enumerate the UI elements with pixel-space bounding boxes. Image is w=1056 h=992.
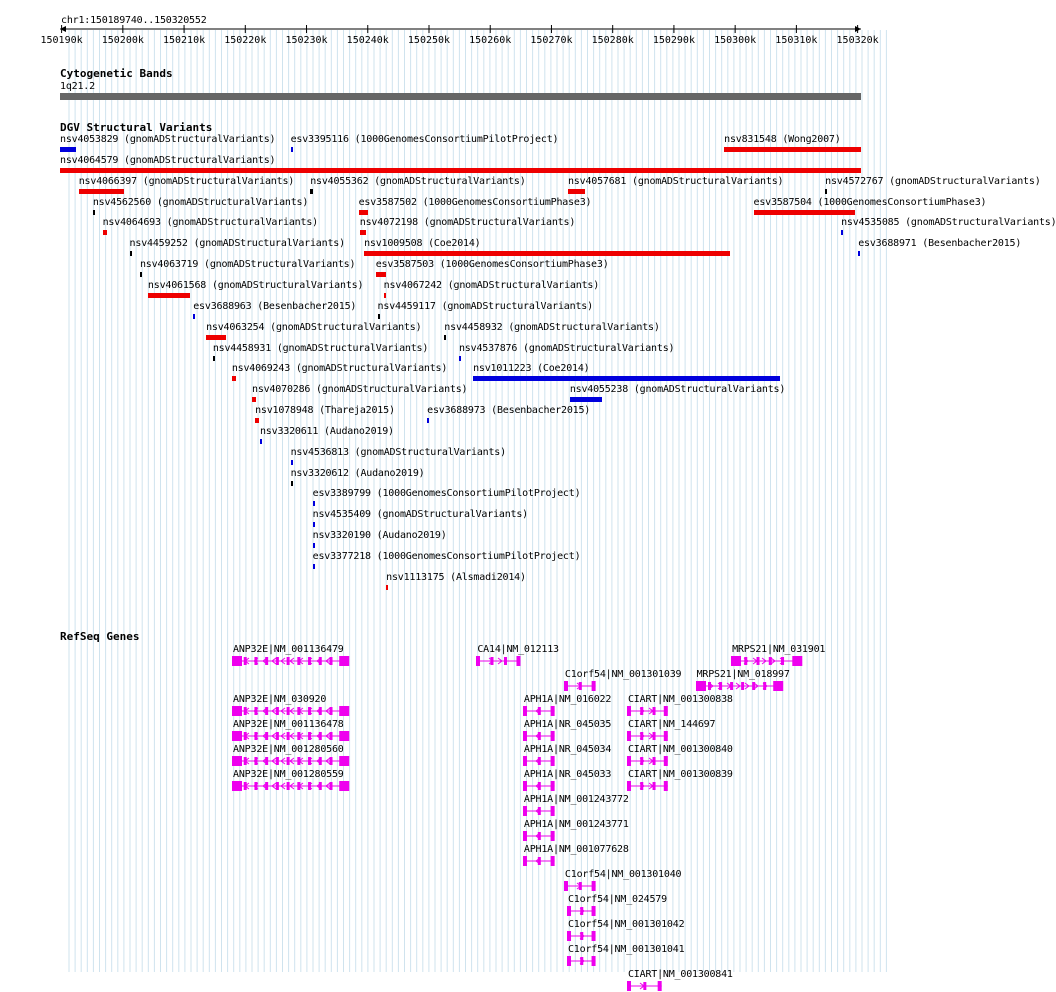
- gene-label[interactable]: CIART|NM_144697: [627, 719, 716, 730]
- ruler-tick-label: 150320k: [836, 35, 879, 46]
- variant-bar[interactable]: [841, 230, 843, 235]
- variant-bar[interactable]: [360, 230, 366, 235]
- gene-exon: [564, 681, 568, 691]
- gene-label[interactable]: MRPS21|NM_018997: [696, 669, 790, 680]
- gene-label[interactable]: ANP32E|NM_001136478: [233, 719, 344, 730]
- gene-exon: [741, 682, 744, 690]
- variant-bar[interactable]: [140, 272, 142, 277]
- variant-bar[interactable]: [60, 147, 76, 152]
- gene-exon: [287, 707, 290, 715]
- gene-exon: [523, 781, 527, 791]
- variant-label[interactable]: esv3587504 (1000GenomesConsortiumPhase3): [753, 196, 987, 208]
- gene-exon: [773, 681, 783, 691]
- gene-exon: [551, 831, 555, 841]
- gene-model[interactable]: [693, 680, 781, 692]
- gene-exon: [592, 681, 596, 691]
- gene-exon: [627, 731, 631, 741]
- gene-exon: [592, 906, 596, 916]
- gene-exon: [523, 731, 527, 741]
- variant-bar[interactable]: [825, 189, 827, 194]
- gene-exon: [567, 956, 571, 966]
- gene-exon: [696, 681, 706, 691]
- variant-label[interactable]: nsv4562560 (gnomADStructuralVariants): [92, 196, 309, 208]
- gene-exon: [523, 831, 527, 841]
- variant-bar[interactable]: [444, 335, 446, 340]
- variant-label[interactable]: nsv3320190 (Audano2019): [312, 530, 447, 542]
- variant-bar[interactable]: [570, 397, 602, 402]
- gene-label[interactable]: APH1A|NM_016022: [523, 694, 612, 705]
- variant-label[interactable]: nsv4458932 (gnomADStructuralVariants): [444, 321, 660, 333]
- variant-label[interactable]: esv3587503 (1000GenomesConsortiumPhase3): [375, 259, 609, 271]
- variant-bar[interactable]: [378, 314, 380, 319]
- gene-exon: [551, 856, 555, 866]
- locus-label: chr1:150189740..150320552: [61, 15, 207, 26]
- gene-exon: [339, 706, 349, 716]
- variant-label[interactable]: nsv3320611 (Audano2019): [259, 425, 394, 437]
- variant-bar[interactable]: [252, 397, 256, 402]
- gene-exon: [523, 706, 527, 716]
- variant-bar[interactable]: [206, 335, 226, 340]
- gene-model[interactable]: [624, 730, 672, 742]
- gene-exon: [731, 656, 741, 666]
- gene-exon: [664, 706, 668, 716]
- gene-model[interactable]: [624, 780, 672, 792]
- variant-bar[interactable]: [310, 189, 312, 194]
- ruler-tick-label: 150280k: [591, 35, 634, 46]
- variant-label[interactable]: nsv1078948 (Thareja2015): [255, 405, 395, 417]
- gene-exon: [476, 656, 480, 666]
- variant-bar[interactable]: [386, 585, 388, 590]
- gene-label[interactable]: C1orf54|NM_001301042: [567, 919, 685, 930]
- variant-label[interactable]: nsv4057681 (gnomADStructuralVariants): [567, 175, 784, 187]
- variant-label[interactable]: nsv4067242 (gnomADStructuralVariants): [383, 279, 600, 291]
- variant-bar[interactable]: [313, 543, 315, 548]
- gene-label[interactable]: ANP32E|NM_030920: [233, 694, 327, 705]
- variant-bar[interactable]: [255, 418, 259, 423]
- variant-bar[interactable]: [384, 293, 386, 298]
- gene-exon: [232, 781, 242, 791]
- gene-label[interactable]: APH1A|NM_001243771: [523, 819, 629, 830]
- ruler-tick-label: 150230k: [285, 35, 328, 46]
- variant-label[interactable]: nsv4066397 (gnomADStructuralVariants): [78, 175, 295, 187]
- gene-model[interactable]: [624, 755, 672, 767]
- variant-bar[interactable]: [858, 251, 860, 256]
- variant-label[interactable]: nsv4053829 (gnomADStructuralVariants): [60, 134, 276, 145]
- variant-bar[interactable]: [427, 418, 429, 423]
- variant-label[interactable]: esv3389799 (1000GenomesConsortiumPilotProject): [312, 488, 581, 500]
- ruler-tick-label: 150310k: [775, 35, 818, 46]
- gene-exon: [276, 757, 279, 765]
- variant-label[interactable]: nsv831548 (Wong2007): [724, 134, 841, 145]
- ruler-tick-label: 150220k: [224, 35, 267, 46]
- gene-model[interactable]: [564, 955, 600, 967]
- dgv-track-title: DGV Structural Variants: [60, 121, 213, 134]
- gene-label[interactable]: APH1A|NR_045034: [523, 744, 612, 755]
- gene-model[interactable]: [229, 730, 347, 742]
- variant-label[interactable]: nsv4070286 (gnomADStructuralVariants): [252, 384, 468, 396]
- ruler-tick-label: 150190k: [40, 35, 83, 46]
- variant-label[interactable]: nsv4069243 (gnomADStructuralVariants): [231, 363, 448, 375]
- variant-label[interactable]: nsv4536813 (gnomADStructuralVariants): [290, 446, 506, 458]
- gene-exon: [592, 881, 596, 891]
- variant-bar[interactable]: [60, 168, 861, 173]
- gene-exon: [567, 906, 571, 916]
- gene-exon: [592, 931, 596, 941]
- gene-exon: [551, 706, 555, 716]
- variant-bar[interactable]: [130, 251, 132, 256]
- gene-model[interactable]: [728, 655, 800, 667]
- gene-label[interactable]: APH1A|NM_001077628: [523, 844, 629, 855]
- gene-exon: [627, 706, 631, 716]
- gene-exon: [287, 757, 290, 765]
- variant-label[interactable]: nsv1113175 (Alsmadi2014): [386, 571, 526, 583]
- gene-model[interactable]: [229, 780, 347, 792]
- gene-model[interactable]: [561, 680, 600, 692]
- variant-label[interactable]: esv3395116 (1000GenomesConsortiumPilotProject): [290, 134, 559, 145]
- variant-label[interactable]: esv3587502 (1000GenomesConsortiumPhase3): [358, 196, 592, 208]
- gene-exon: [339, 731, 349, 741]
- gene-exon: [627, 756, 631, 766]
- cytoband-track-title: Cytogenetic Bands: [60, 67, 173, 80]
- gene-exon: [339, 756, 349, 766]
- gene-exon: [339, 781, 349, 791]
- variant-bar[interactable]: [473, 376, 780, 381]
- cytoband-label: 1q21.2: [60, 81, 95, 92]
- gene-model[interactable]: [520, 855, 559, 867]
- variant-bar[interactable]: [459, 356, 461, 361]
- variant-label[interactable]: nsv4459252 (gnomADStructuralVariants): [129, 238, 345, 250]
- gene-label[interactable]: C1orf54|NM_001301041: [567, 944, 685, 955]
- gene-model[interactable]: [229, 705, 347, 717]
- gene-exon: [551, 806, 555, 816]
- gene-exon: [287, 732, 290, 740]
- gene-exon: [276, 782, 279, 790]
- gene-label[interactable]: ANP32E|NM_001136479: [233, 644, 344, 655]
- gene-exon: [627, 781, 631, 791]
- variant-bar[interactable]: [213, 356, 215, 361]
- variant-label[interactable]: esv3377218 (1000GenomesConsortiumPilotProject): [312, 551, 581, 562]
- variant-bar[interactable]: [103, 230, 107, 235]
- gene-exon: [232, 706, 242, 716]
- ruler-tick-label: 150250k: [407, 35, 451, 46]
- variant-bar[interactable]: [754, 210, 855, 215]
- variant-bar[interactable]: [260, 439, 262, 444]
- variant-label[interactable]: nsv4064579 (gnomADStructuralVariants): [60, 154, 276, 166]
- gene-exon: [551, 731, 555, 741]
- variant-label[interactable]: nsv3320612 (Audano2019): [290, 467, 425, 479]
- variant-bar[interactable]: [93, 210, 95, 215]
- variant-bar[interactable]: [79, 189, 124, 194]
- gene-label[interactable]: CIART|NM_001300841: [627, 969, 733, 980]
- ruler-tick-label: 150200k: [101, 35, 144, 46]
- gene-exon: [664, 781, 668, 791]
- gene-exon: [551, 781, 555, 791]
- ruler-left-arrow-icon: [60, 26, 66, 32]
- variant-bar[interactable]: [568, 189, 585, 194]
- variant-bar[interactable]: [291, 481, 293, 486]
- ruler-tick-label: 150210k: [162, 35, 206, 46]
- variant-bar[interactable]: [364, 251, 730, 256]
- gene-model[interactable]: [520, 755, 559, 767]
- gene-model[interactable]: [520, 805, 559, 817]
- gene-label[interactable]: ANP32E|NM_001280559: [233, 769, 344, 780]
- gene-exon: [339, 656, 349, 666]
- gene-exon: [232, 731, 242, 741]
- gene-label[interactable]: C1orf54|NM_001301039: [564, 669, 682, 680]
- gene-label[interactable]: CIART|NM_001300840: [627, 744, 733, 755]
- variant-label[interactable]: nsv4063719 (gnomADStructuralVariants): [139, 259, 356, 271]
- gene-exon: [504, 657, 507, 665]
- variant-bar[interactable]: [193, 314, 195, 319]
- variant-bar[interactable]: [313, 501, 315, 506]
- gene-label[interactable]: CIART|NM_001300839: [627, 769, 733, 780]
- variant-bar[interactable]: [291, 460, 293, 465]
- gene-model[interactable]: [564, 930, 600, 942]
- gene-label[interactable]: APH1A|NR_045033: [523, 769, 612, 780]
- gene-exon: [664, 731, 668, 741]
- gene-model[interactable]: [520, 705, 559, 717]
- gene-model[interactable]: [520, 780, 559, 792]
- variant-label[interactable]: nsv4055362 (gnomADStructuralVariants): [310, 175, 526, 187]
- gene-exon: [287, 782, 290, 790]
- gene-exon: [627, 981, 631, 991]
- gene-model[interactable]: [229, 755, 347, 767]
- gene-label[interactable]: CIART|NM_001300838: [627, 694, 733, 705]
- gene-model[interactable]: [624, 705, 672, 717]
- gene-label[interactable]: C1orf54|NM_001301040: [564, 869, 682, 880]
- variant-label[interactable]: esv3688963 (Besenbacher2015): [193, 300, 357, 312]
- gene-label[interactable]: CA14|NM_012113: [477, 644, 559, 655]
- variant-label[interactable]: nsv1011223 (Coe2014): [473, 363, 590, 375]
- gene-exon: [551, 756, 555, 766]
- variant-bar[interactable]: [232, 376, 236, 381]
- gene-exon: [564, 881, 568, 891]
- variant-label[interactable]: nsv4535409 (gnomADStructuralVariants): [312, 509, 528, 521]
- gene-exon: [232, 756, 242, 766]
- gene-label[interactable]: C1orf54|NM_024579: [567, 894, 667, 905]
- variant-label[interactable]: esv3688971 (Besenbacher2015): [858, 238, 1022, 250]
- variant-label[interactable]: esv3688973 (Besenbacher2015): [427, 405, 591, 417]
- variant-bar[interactable]: [291, 147, 293, 152]
- gene-label[interactable]: MRPS21|NM_031901: [732, 644, 826, 655]
- gene-label[interactable]: APH1A|NM_001243772: [523, 794, 629, 805]
- variant-label[interactable]: nsv4572767 (gnomADStructuralVariants): [825, 175, 1041, 187]
- gene-exon: [276, 732, 279, 740]
- variant-label[interactable]: nsv1009508 (Coe2014): [364, 238, 481, 250]
- gene-exon: [523, 806, 527, 816]
- gene-exon: [287, 657, 290, 665]
- variant-label[interactable]: nsv4072198 (gnomADStructuralVariants): [359, 217, 576, 229]
- variant-label[interactable]: nsv4458931 (gnomADStructuralVariants): [212, 342, 429, 354]
- ruler-tick-label: 150240k: [346, 35, 389, 46]
- gene-exon: [567, 931, 571, 941]
- gene-model[interactable]: [229, 655, 347, 667]
- gene-model[interactable]: [624, 980, 666, 992]
- gene-exon: [276, 707, 279, 715]
- cytoband-bar[interactable]: [60, 93, 861, 100]
- gene-exon: [523, 756, 527, 766]
- variant-bar[interactable]: [724, 147, 861, 152]
- variant-label[interactable]: nsv4537876 (gnomADStructuralVariants): [458, 342, 675, 354]
- gene-exon: [232, 656, 242, 666]
- gene-exon: [658, 981, 662, 991]
- gene-exon: [592, 956, 596, 966]
- gene-exon: [523, 856, 527, 866]
- ruler-tick-label: 150260k: [469, 35, 512, 46]
- variant-bar[interactable]: [376, 272, 386, 277]
- variant-label[interactable]: nsv4055238 (gnomADStructuralVariants): [569, 384, 786, 396]
- variant-label[interactable]: nsv4061568 (gnomADStructuralVariants): [147, 279, 364, 291]
- gene-label[interactable]: ANP32E|NM_001280560: [233, 744, 344, 755]
- variant-bar[interactable]: [359, 210, 368, 215]
- gene-model[interactable]: [564, 905, 600, 917]
- variant-label[interactable]: nsv4063254 (gnomADStructuralVariants): [206, 321, 422, 333]
- ruler-tick-label: 150300k: [714, 35, 757, 46]
- variant-label[interactable]: nsv4459117 (gnomADStructuralVariants): [377, 300, 593, 312]
- variant-bar[interactable]: [313, 564, 315, 569]
- refseq-track-title: RefSeq Genes: [60, 630, 140, 643]
- gene-exon: [517, 656, 521, 666]
- gene-exon: [664, 756, 668, 766]
- gene-model[interactable]: [520, 730, 559, 742]
- gene-label[interactable]: APH1A|NR_045035: [523, 719, 612, 730]
- ruler-tick-label: 150270k: [530, 35, 573, 46]
- ruler-tick-label: 150290k: [652, 35, 695, 46]
- variant-bar[interactable]: [313, 522, 315, 527]
- variant-bar[interactable]: [148, 293, 190, 298]
- variant-label[interactable]: nsv4535085 (gnomADStructuralVariants): [841, 217, 1056, 229]
- gene-model[interactable]: [473, 655, 524, 667]
- gene-model[interactable]: [561, 880, 600, 892]
- gene-exon: [276, 657, 279, 665]
- gene-exon: [792, 656, 802, 666]
- variant-label[interactable]: nsv4064693 (gnomADStructuralVariants): [102, 217, 318, 229]
- gene-model[interactable]: [520, 830, 559, 842]
